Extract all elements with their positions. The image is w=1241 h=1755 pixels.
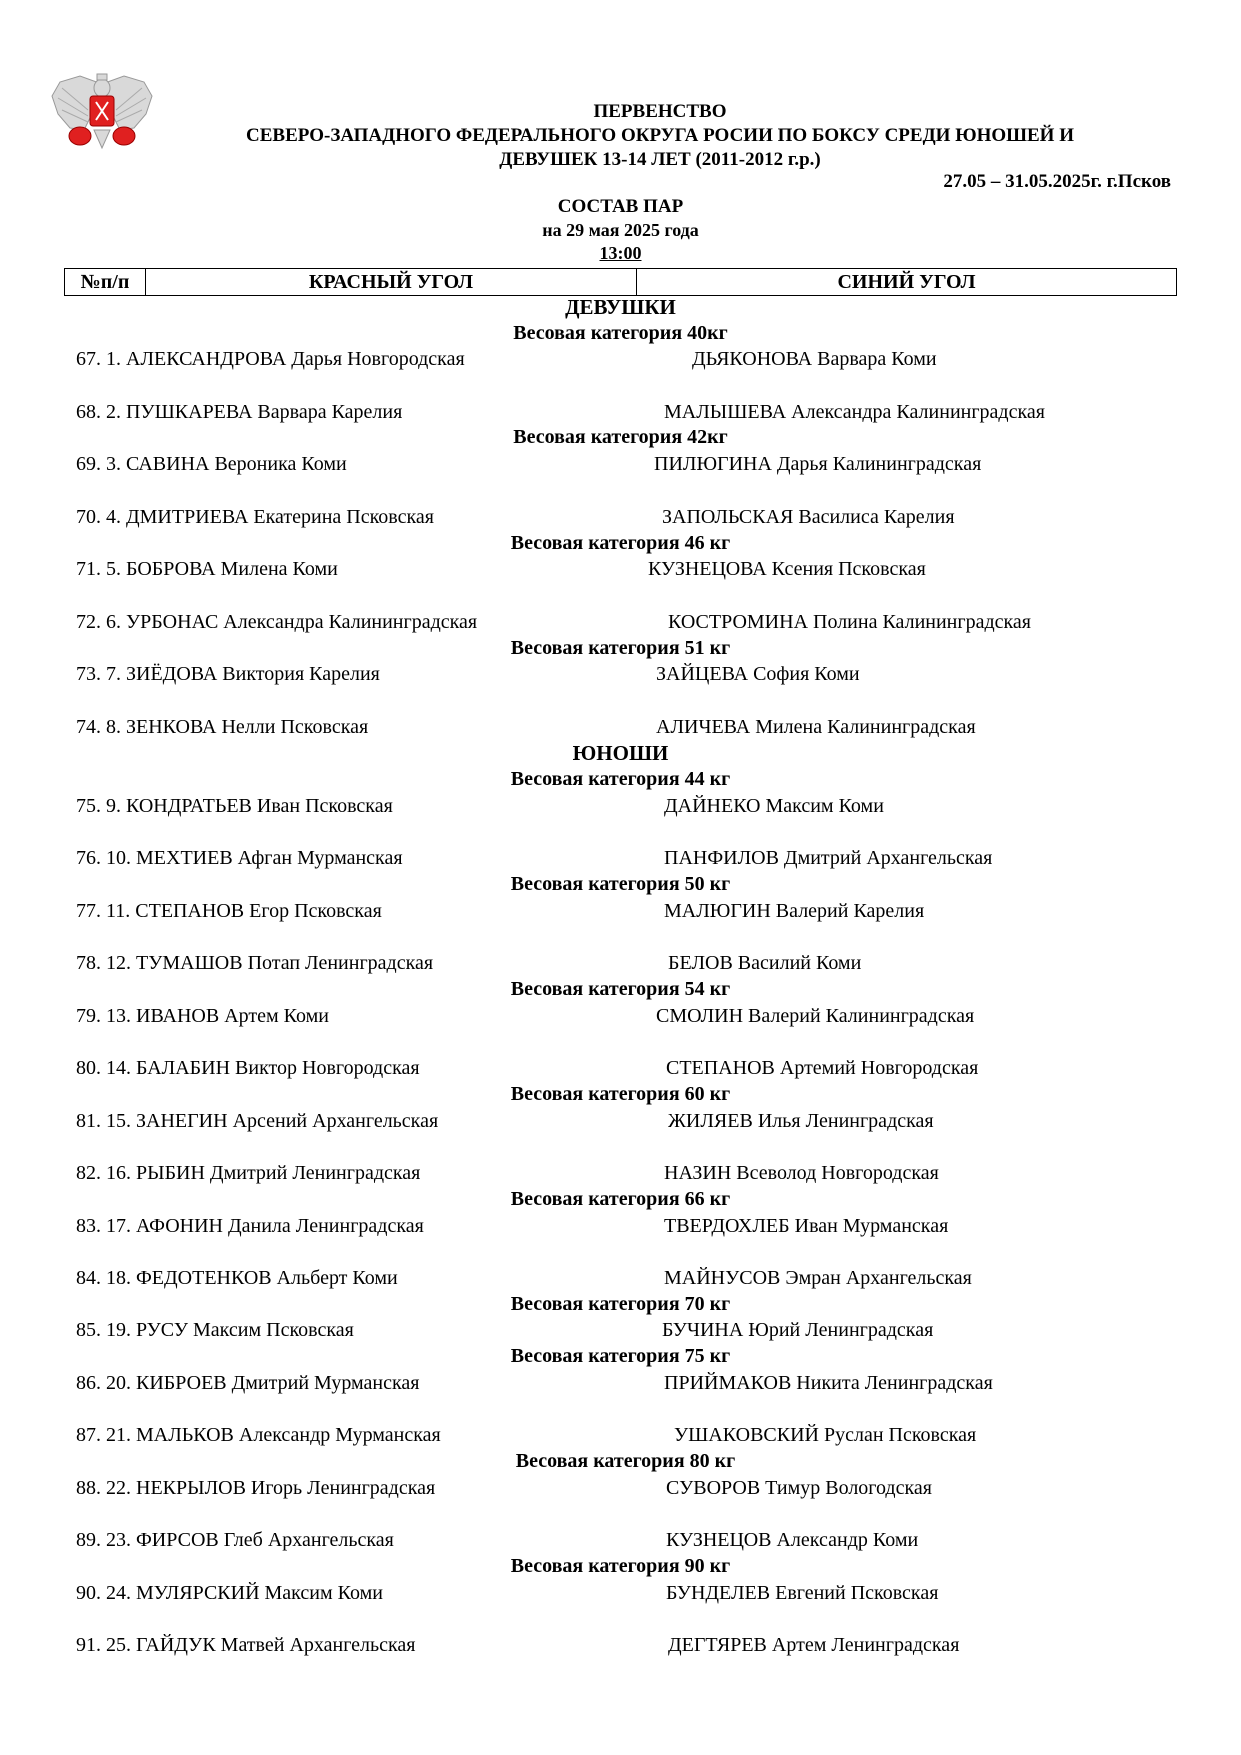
- bout-red: 80. 14. БАЛАБИН Виктор Новгородская: [76, 1057, 420, 1079]
- title-line-1: ПЕРВЕНСТВО: [593, 101, 727, 122]
- bout-red: 77. 11. СТЕПАНОВ Егор Псковская: [76, 900, 382, 922]
- bout-red: 91. 25. ГАЙДУК Матвей Архангельская: [76, 1634, 416, 1656]
- bout-blue: ДЕГТЯРЕВ Артем Ленинградская: [668, 1634, 960, 1656]
- weight-category: Весовая категория 42кг: [513, 426, 728, 448]
- weight-category: Весовая категория 50 кг: [510, 873, 731, 895]
- bout-red: 67. 1. АЛЕКСАНДРОВА Дарья Новгородская: [76, 348, 465, 370]
- weight-category: Весовая категория 54 кг: [510, 978, 731, 1000]
- bout-red: 72. 6. УРБОНАС Александра Калининградская: [76, 611, 478, 633]
- bout-blue: ЗАЙЦЕВА София Коми: [656, 663, 860, 685]
- weight-category: Весовая категория 44 кг: [510, 768, 731, 790]
- bout-blue: КУЗНЕЦОВ Александр Коми: [666, 1529, 919, 1551]
- bout-blue: УШАКОВСКИЙ Руслан Псковская: [674, 1424, 977, 1446]
- bout-blue: ТВЕРДОХЛЕБ Иван Мурманская: [664, 1215, 949, 1237]
- bout-blue: АЛИЧЕВА Милена Калининградская: [656, 716, 976, 738]
- bout-red: 79. 13. ИВАНОВ Артем Коми: [76, 1005, 329, 1027]
- bout-red: 87. 21. МАЛЬКОВ Александр Мурманская: [76, 1424, 441, 1446]
- bout-red: 68. 2. ПУШКАРЕВА Варвара Карелия: [76, 401, 403, 423]
- section-boys: ЮНОШИ: [572, 741, 669, 765]
- bout-red: 89. 23. ФИРСОВ Глеб Архангельская: [76, 1529, 394, 1551]
- bout-blue: КУЗНЕЦОВА Ксения Псковская: [648, 558, 926, 580]
- bout-blue: ПАНФИЛОВ Дмитрий Архангельская: [664, 847, 993, 869]
- bout-blue: МАЛЮГИН Валерий Карелия: [664, 900, 925, 922]
- bout-red: 74. 8. ЗЕНКОВА Нелли Псковская: [76, 716, 369, 738]
- weight-category: Весовая категория 46 кг: [510, 532, 731, 554]
- bout-blue: БЕЛОВ Василий Коми: [668, 952, 862, 974]
- bout-blue: БУНДЕЛЕВ Евгений Псковская: [666, 1582, 939, 1604]
- date-line: на 29 мая 2025 года: [542, 220, 699, 240]
- bout-red: 86. 20. КИБРОЕВ Дмитрий Мурманская: [76, 1372, 420, 1394]
- col-blue-corner: СИНИЙ УГОЛ: [637, 269, 1177, 296]
- bout-red: 76. 10. МЕХТИЕВ Афган Мурманская: [76, 847, 403, 869]
- table-header: [64, 268, 1177, 296]
- bout-blue: МАЛЫШЕВА Александра Калининградская: [664, 401, 1045, 423]
- bout-red: 84. 18. ФЕДОТЕНКОВ Альберт Коми: [76, 1267, 398, 1289]
- bout-blue: МАЙНУСОВ Эмран Архангельская: [664, 1267, 972, 1289]
- bout-red: 81. 15. ЗАНЕГИН Арсений Архангельская: [76, 1110, 439, 1132]
- bout-blue: БУЧИНА Юрий Ленинградская: [662, 1319, 934, 1341]
- bout-blue: ДАЙНЕКО Максим Коми: [664, 795, 884, 817]
- title-line-3: ДЕВУШЕК 13-14 ЛЕТ (2011-2012 г.р.): [499, 149, 821, 170]
- bout-red: 88. 22. НЕКРЫЛОВ Игорь Ленинградская: [76, 1477, 436, 1499]
- bout-blue: СТЕПАНОВ Артемий Новгородская: [666, 1057, 979, 1079]
- weight-category: Весовая категория 51 кг: [510, 637, 731, 659]
- weight-category: Весовая категория 90 кг: [510, 1555, 731, 1577]
- bout-blue: ПИЛЮГИНА Дарья Калининградская: [654, 453, 982, 475]
- bout-blue: ПРИЙМАКОВ Никита Ленинградская: [664, 1372, 993, 1394]
- weight-category: Весовая категория 80 кг: [515, 1450, 736, 1472]
- bout-red: 73. 7. ЗИЁДОВА Виктория Карелия: [76, 663, 380, 685]
- bout-red: 82. 16. РЫБИН Дмитрий Ленинградская: [76, 1162, 421, 1184]
- bout-blue: ЗАПОЛЬСКАЯ Василиса Карелия: [662, 506, 955, 528]
- bout-blue: НАЗИН Всеволод Новгородская: [664, 1162, 939, 1184]
- weight-category: Весовая категория 70 кг: [510, 1293, 731, 1315]
- weight-category: Весовая категория 66 кг: [510, 1188, 731, 1210]
- bout-blue: КОСТРОМИНА Полина Калининградская: [668, 611, 1031, 633]
- start-time: 13:00: [599, 243, 642, 263]
- weight-category: Весовая категория 75 кг: [510, 1345, 731, 1367]
- section-girls: ДЕВУШКИ: [565, 295, 676, 319]
- col-red-corner: КРАСНЫЙ УГОЛ: [146, 269, 637, 296]
- title-line-2: СЕВЕРО-ЗАПАДНОГО ФЕДЕРАЛЬНОГО ОКРУГА РОСИИ ПО БОКСУ СРЕДИ ЮНОШЕЙ И: [246, 125, 1074, 146]
- bout-red: 69. 3. САВИНА Вероника Коми: [76, 453, 347, 475]
- bout-red: 71. 5. БОБРОВА Милена Коми: [76, 558, 338, 580]
- bout-red: 85. 19. РУСУ Максим Псковская: [76, 1319, 354, 1341]
- page-subtitle: СОСТАВ ПАР: [557, 196, 684, 217]
- bout-red: 83. 17. АФОНИН Данила Ленинградская: [76, 1215, 424, 1237]
- bout-blue: ЖИЛЯЕВ Илья Ленинградская: [668, 1110, 934, 1132]
- weight-category: Весовая категория 40кг: [513, 322, 728, 344]
- col-number: №п/п: [65, 269, 146, 296]
- bout-red: 90. 24. МУЛЯРСКИЙ Максим Коми: [76, 1582, 383, 1604]
- bout-red: 75. 9. КОНДРАТЬЕВ Иван Псковская: [76, 795, 393, 817]
- bout-blue: ДЬЯКОНОВА Варвара Коми: [692, 348, 937, 370]
- event-dates: 27.05 – 31.05.2025г. г.Псков: [943, 171, 1171, 192]
- bout-blue: СМОЛИН Валерий Калининградская: [656, 1005, 975, 1027]
- bout-red: 78. 12. ТУМАШОВ Потап Ленинградская: [76, 952, 434, 974]
- bout-red: 70. 4. ДМИТРИЕВА Екатерина Псковская: [76, 506, 434, 528]
- bout-blue: СУВОРОВ Тимур Вологодская: [666, 1477, 932, 1499]
- weight-category: Весовая категория 60 кг: [510, 1083, 731, 1105]
